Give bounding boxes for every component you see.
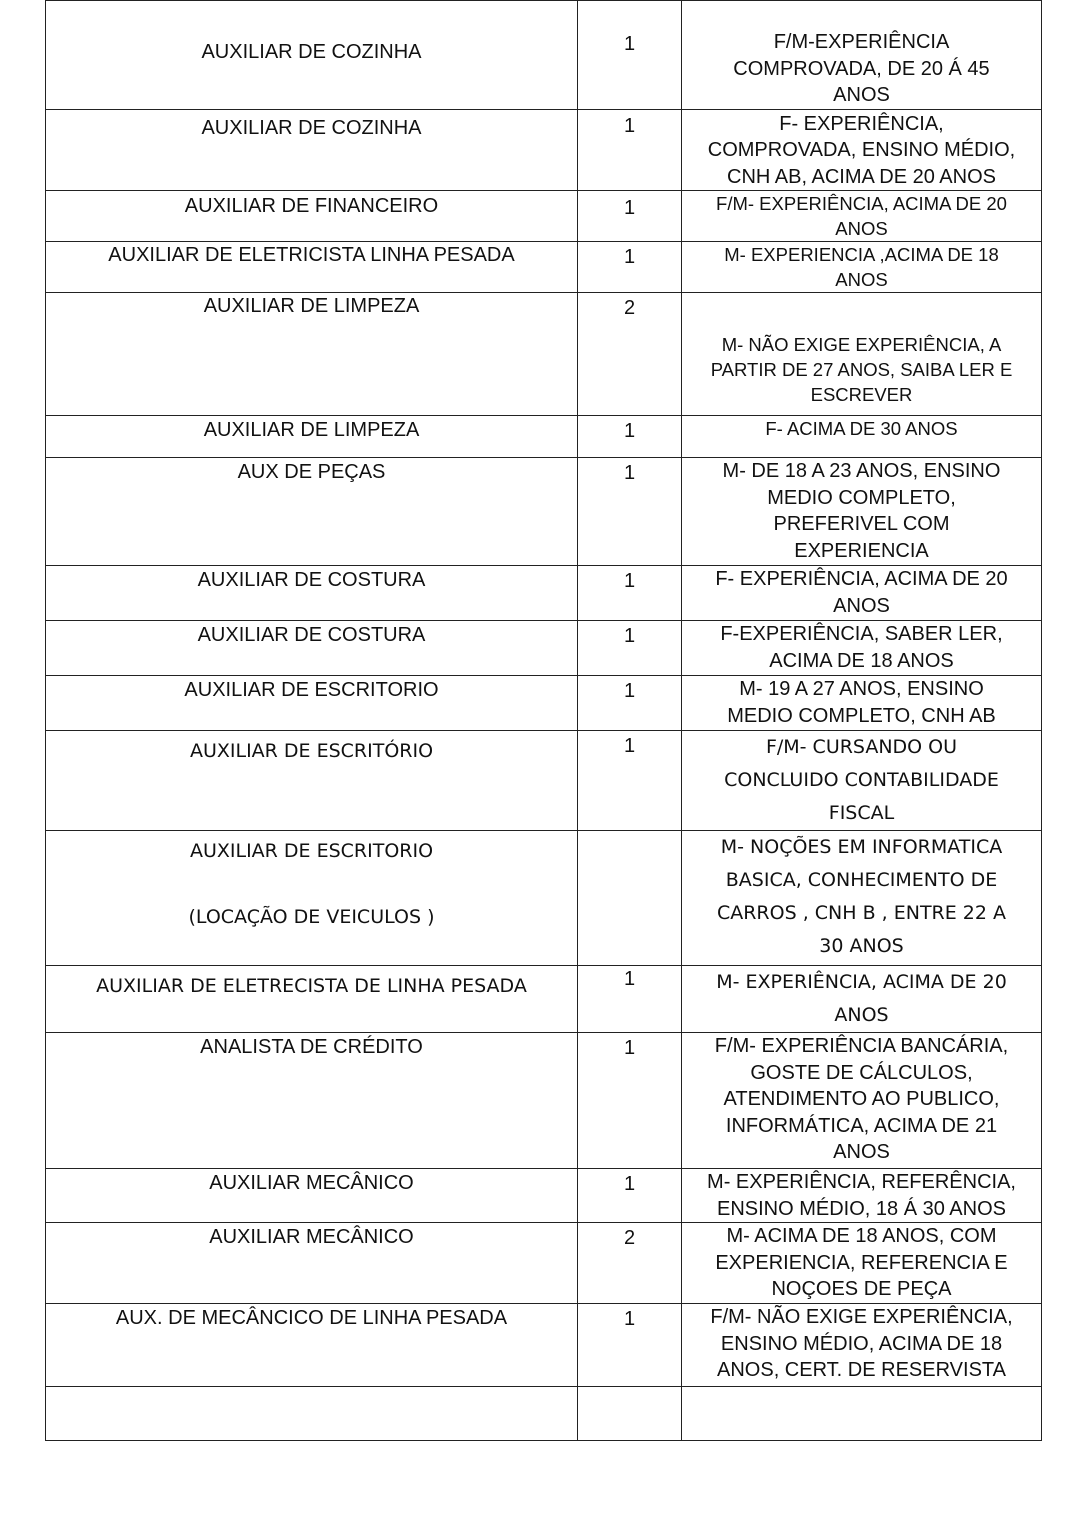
requirements-cell: F/M- EXPERIÊNCIA, ACIMA DE 20 ANOS [682, 191, 1042, 242]
vacancy-count-cell: 1 [578, 676, 682, 731]
requirements-cell: M- ACIMA DE 18 ANOS, COM EXPERIENCIA, REFERENCIA E NOÇOES DE PEÇA [682, 1223, 1042, 1304]
requirements-cell: M- NÃO EXIGE EXPERIÊNCIA, A PARTIR DE 27 ANOS, SAIBA LER E ESCREVER [682, 293, 1042, 416]
job-title-cell: AUXILIAR DE COSTURA [46, 621, 578, 676]
table-row [46, 416, 1042, 458]
job-title-cell: ANALISTA DE CRÉDITO [46, 1033, 578, 1169]
requirements-cell: F/M- NÃO EXIGE EXPERIÊNCIA, ENSINO MÉDIO, ACIMA DE 18 ANOS, CERT. DE RESERVISTA [682, 1304, 1042, 1387]
job-title-cell: AUXILIAR DE COZINHA [46, 1, 578, 110]
vacancy-count-cell: 1 [578, 109, 682, 191]
job-title-cell: AUXILIAR MECÂNICO [46, 1169, 578, 1223]
table-row [46, 676, 1042, 731]
vacancy-count-cell: 1 [578, 621, 682, 676]
vacancy-count-cell: 1 [578, 1169, 682, 1223]
vacancy-count-cell: 1 [578, 191, 682, 242]
job-title-cell: AUXILIAR MECÂNICO [46, 1223, 578, 1304]
job-title-cell: AUXILIAR DE FINANCEIRO [46, 191, 578, 242]
vacancy-count-cell: 1 [578, 242, 682, 293]
job-title-cell: AUXILIAR DE ELETRICISTA LINHA PESADA [46, 242, 578, 293]
table-row [46, 731, 1042, 831]
vacancy-count-cell [578, 831, 682, 966]
job-title-cell: AUXILIAR DE COSTURA [46, 566, 578, 621]
vacancy-count-cell: 1 [578, 458, 682, 566]
table-row [46, 293, 1042, 416]
requirements-cell: M- EXPERIÊNCIA, REFERÊNCIA, ENSINO MÉDIO, 18 Á 30 ANOS [682, 1169, 1042, 1223]
requirements-cell: M- EXPERIÊNCIA, ACIMA DE 20 ANOS [682, 966, 1042, 1033]
vacancy-count-cell: 1 [578, 966, 682, 1033]
vacancy-count-cell: 2 [578, 1223, 682, 1304]
table-row [46, 1304, 1042, 1387]
table-row [46, 1, 1042, 110]
job-title-cell: AUXILIAR DE LIMPEZA [46, 293, 578, 416]
table-row [46, 621, 1042, 676]
requirements-cell: F- EXPERIÊNCIA, COMPROVADA, ENSINO MÉDIO, CNH AB, ACIMA DE 20 ANOS [682, 109, 1042, 191]
requirements-cell: F-EXPERIÊNCIA, SABER LER, ACIMA DE 18 ANOS [682, 621, 1042, 676]
table-row [46, 109, 1042, 191]
requirements-cell: M- NOÇÕES EM INFORMATICA BASICA, CONHECIMENTO DE CARROS , CNH B , ENTRE 22 A 30 ANOS [682, 831, 1042, 966]
table-row-empty [46, 1387, 1042, 1441]
requirements-cell: M- EXPERIENCIA ,ACIMA DE 18 ANOS [682, 242, 1042, 293]
job-title-cell: AUXILIAR DE LIMPEZA [46, 416, 578, 458]
requirements-cell: F/M- CURSANDO OU CONCLUIDO CONTABILIDADE FISCAL [682, 731, 1042, 831]
job-title-cell: AUX DE PEÇAS [46, 458, 578, 566]
vacancy-count-cell: 1 [578, 1033, 682, 1169]
vacancy-count-cell: 1 [578, 731, 682, 831]
requirements-cell [682, 1387, 1042, 1441]
requirements-cell: F/M- EXPERIÊNCIA BANCÁRIA, GOSTE DE CÁLCULOS, ATENDIMENTO AO PUBLICO, INFORMÁTICA, ACIMA DE 21 ANOS [682, 1033, 1042, 1169]
requirements-cell: M- DE 18 A 23 ANOS, ENSINO MEDIO COMPLETO, PREFERIVEL COM EXPERIENCIA [682, 458, 1042, 566]
job-listing-page [45, 0, 1041, 1441]
table-row [46, 242, 1042, 293]
vacancy-count-cell: 1 [578, 1, 682, 110]
job-title-cell: AUXILIAR DE COZINHA [46, 109, 578, 191]
vacancy-count-cell [578, 1387, 682, 1441]
job-title-cell: AUXILIAR DE ESCRITÓRIO [46, 731, 578, 831]
job-title-cell: AUX. DE MECÂNCICO DE LINHA PESADA [46, 1304, 578, 1387]
vacancy-count-cell: 1 [578, 1304, 682, 1387]
requirements-cell: M- 19 A 27 ANOS, ENSINO MEDIO COMPLETO, CNH AB [682, 676, 1042, 731]
vacancy-count-cell: 1 [578, 416, 682, 458]
job-title-cell: AUXILIAR DE ESCRITORIO [46, 676, 578, 731]
job-title-cell: AUXILIAR DE ESCRITORIO (LOCAÇÃO DE VEICULOS ) [46, 831, 578, 966]
vacancy-count-cell: 1 [578, 566, 682, 621]
requirements-cell: F/M-EXPERIÊNCIA COMPROVADA, DE 20 Á 45 ANOS [682, 1, 1042, 110]
table-row [46, 831, 1042, 966]
vacancy-count-cell: 2 [578, 293, 682, 416]
table-row [46, 1033, 1042, 1169]
requirements-cell: F- ACIMA DE 30 ANOS [682, 416, 1042, 458]
table-row [46, 566, 1042, 621]
table-row [46, 1169, 1042, 1223]
table-row [46, 191, 1042, 242]
job-title-cell [46, 1387, 578, 1441]
table-row [46, 966, 1042, 1033]
job-openings-table [45, 0, 1042, 1441]
table-row [46, 1223, 1042, 1304]
table-row [46, 458, 1042, 566]
requirements-cell: F- EXPERIÊNCIA, ACIMA DE 20 ANOS [682, 566, 1042, 621]
job-title-cell: AUXILIAR DE ELETRECISTA DE LINHA PESADA [46, 966, 578, 1033]
